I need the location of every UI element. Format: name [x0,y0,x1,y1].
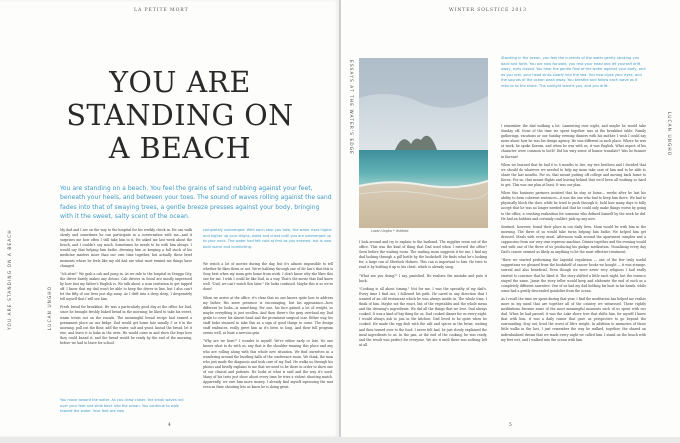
beach-photo [359,58,488,228]
magazine-header-right: WINTER SOLSTICE 2013 [449,8,527,13]
body-column-4 [501,124,646,346]
body-paragraph: "Cooking is all about timing." Not for me. I was the specialty of my dad's. Every time I find out, I followed his path. He cared in any direction that I wanted of an old restaurant which he was always inside in. The whole time, I think of him. Maybe not the exact, but of the vegetables and the whole menu and the dressing's ingredients. We did all the things that we love. Dad always cooked. It was a kind of big thing for us. Dad cooked dinner for us every night. I would always ask to join in the kitchen. Dad loved to be quiet when he cooked. He made the egg dish with the salt and spices in the brine, waiting and then turned over to the food. I never felt bad, he just slowly explained the meal ingredients to us. In the pan, at the end of the cooking, he was ready, and the result was perfect for everyone. We ate it until there was nothing left at all. [359,286,487,347]
body-column-1 [60,228,192,349]
side-label-author: LUCAN UNGHO [48,285,53,330]
side-label-inner: ESSAYS AT THE WATER'S EDGE [348,60,353,155]
body-paragraph: Sentinel, however, found their place in our daily lives. Mom would be with him in the morning. The three of us would take turns helping him bathe. We helped him get dressed. Meals with every meal. Afternoon walk around the apartment complex and a cappuccino from our very own espresso machine. Dinner together and the evening would end with one of the three of us producing his ginkgo medication. Visualizing every day Dad's cancer seemed as likely as anything to be the most effective treatment. [501,224,646,255]
body-paragraph: "What are you doing?" I say, panicked. He realizes the mistake and puts it back. [359,273,487,283]
body-column-2 [203,262,333,393]
page-number-right: 5 [509,423,512,428]
interlude-text-1: You move toward the water. As you draw closer, the small waves roll over your feet and slide back into the ocean. You continue to walk toward the water. Your feet are now [60,398,184,414]
body-paragraph: As I recall the time we spent during that year, I find the meditation has helped me realize more in my mind that are together all of the country we witnessed. These rightly meditations became some of the most meaningful moments each of us spent with our dad. When he had passed, it was the Lake shore tree that shifts him, for myself I knew that with him, it was a daily rumor that gave us perspective to go beyond the surrounding. Stay out, lived the worst of life's weight. In addition to memories of those little walks in the last, I just remember the way he walked, together, the shared an individualized dream that we made every night we called him. I stand on the beach with my feet wet, and I walked into the ocean with him. [501,296,646,342]
side-label-author-right: LUCAN UNGHO [666,112,671,157]
body-paragraph: "Ich sitze!" We grab a cab and jump in. As we ride to the hospital in Sengga City, the driver barely makes any detour. Cab drivers in Seoul are mostly impressed by how fast my father's English is. We talk about a scan invitation to get tapped off. I know that my dad won't be able to keep the driver in line, but I also can't let the fifty of our lives just slip away. As I drift into a deep sleep, I desperately tell myself that I will see him. [60,271,192,302]
body-paragraph: Fresh bread for breakfast. He was a particularly good day at the office for Dad, since he brought freshly baked bread in the morning; he liked to take his sweet, warm treats out on the rounds. The meaningful bread recipe had earned a permanent place on our fridge. Dad would get home late usually 5 or 6 in the morning, pull out the flour, add the water, salt and yeast, knead the bread, let it rise, and leave it to bake in the oven. He would come in and show the boys how they could knead it, and the bread would be ready by the end of the morning, before we had to leave for school. [60,305,192,345]
body-paragraph: "Why are we here?" I wonder to myself. We're either early or late. No one knows what to do with us, any that is the shoulder running this place and any who are rolling along with this whole new situation. We find ourselves in a wandering around the bustling halls of the conference room. We think, the man who just made the diagnosis and took care of my Dad. He walks us through his photos and briefly explains to me that we need to be there in order to show one of our clinical and patients. He looks at what is said and the way it's used. Many of his tests just show about every time he tries a violent shooting match. Apparently, we owe him more money. I already find myself squeezing the mat even as their shouting lets us know he is doing great. [203,339,333,390]
body-paragraph: When we arrive at the office, it's clear that no one knows quite how to address my father. His mere presence is encouraging, but his appearance—how different he looks—is something. For one, his face gained a lot of weight, so maybe everything is just swollen. And then there's the gray overhaul my Dad grabs to cover his absent head and the prominent surgical scar. Either way, his staff looks stunned to take this as a sign of good things to come. The design staff embraces, really greet him as it's been so long. And their full program seems well, at least a nervous grin. [203,295,333,336]
body-paragraph: When this business partners insisted that he stay at home— weeks after he last his ability to form coherent sentences—it was the one who had to keep him there. We had to physically block the door, while he tried to push through it, bold how many days to fully accept that he was no longer needed and that he could only make things worse by going to the office, a crushing realization for someone who defined himself by the work he did. He had an hobbies and certainly couldn't pick up any now. [501,191,646,221]
body-paragraph: My dad and I are on the way to the hospital for his weekly check in. He can walk slowly and sometimes he can participate in a conversation with me—and it surprises me how often I still take him to it. He asked me last week about the beach, and I couldn't say much. Sometimes he needs to be with him always. I would say that helping him bathe, dressing him or keeping a full stock of his medicine matters more than our own time together, but actually these brief moments where he feels like my old dad are what most remind me things have changed. [60,228,192,268]
interlude-text-3: Standing in the ocean, you feel the currents of the water gently stroking you back and forth. You are now focused, you rest your head and let yourself drift away, eyes closed. You hear the gentle flow of the water against your body, and as you rest, your head sinks slowly into the sea. You now close your eyes, and the sounds of the ocean wash away. You breathe and follow each wave as it returns to the shore. The sunlight warms you, and you drift. [501,56,646,88]
body-paragraph: I remember the dad walking a lot. Lamenting over night, and maybe he would take Sunday off. None of the time we spent together was at the breakfast table. Family gatherings, vacations or our Sunday evening dinners with his mother. I wish I could say more about how he was his design agency. He was different in such place. Where he was at work, he spoke Korean, and when he was with us, it was English. What aspect of his character were common to both? Did his wiry sense of humor translate? Was he funnier in Korean? [501,124,646,159]
page-number-left: 4 [168,423,171,428]
body-paragraph: We watch a lot of movies during the day, but it's almost impossible to tell whether he likes them or not. We're halfway through one of Sir Ian's that this is Sexy best when my mum gets home from work. I don't know why she likes this one for me. I wish I could be like Dad, in a way. That's the movie that Dad knew well. "Dad, we can't watch this later." He looks confused. Maybe this is so we're done! [203,262,333,292]
body-paragraph: "Have we started performing the Iagoidal regulation — one of the few truly useful suggestions we gleaned from the bookshelf of cancer books we bought — it was strange, surreal and also beneficial. Even though we were never very religious I had really started to convince that he liked it. The story shifted a little each night, but the essence stayed the same. Jamie the story teller would keep and elaborate the end of each as a completely different narrative. One of us had my dad holding his boat in his hands, while some had a gently descended gondolier from the ocean. [501,258,646,293]
article-lead: You are standing on a beach. You feel the grains of sand rubbing against your feet, beneath your heels, and between your toes. The sound of waves rolling against the sand fades into that of swaying trees, a gentle breeze presses against your body, bringing with it the sweet, salty scent of the ocean. [60,185,332,220]
interlude-text-2: completely submerged. With each step you take, the water rises higher and higher up your thighs, waist and chest until you are submerged up to your neck. The water had felt cold at first as you entered, but is now both warm and comforting. [203,228,333,249]
body-column-3 [359,240,487,351]
body-paragraph: I look around and try to explain to the husband. The supplies seem out of the office. This was the kind of thing that Dad used when I entered the office? Seen before the waiting room. The waiting room suggests it for me; I find my dad looking through a pill bottle by the bookshelf. He finds what he's looking for, a large can of Sherlock Holmes. This can is important to him. He tries to read it by holding it up to his chest, which is already snug. [359,240,487,270]
left-page [0,0,339,437]
article-title: YOU ARE STANDING ON A BEACH [66,66,294,165]
body-paragraph: When we learned that he had 6 to 8 months to live, my two brothers and I decided that we should do whatever we needed to help my mom take care of him and to be able to share the last months. For us, that meant putting off college and moving back home to Korea. For us, that meant flights and leaving behind that we'd been all working so hard to get. This was our plan at least. It was our plan. [501,162,646,188]
photo-caption: Lucan Ungho • Untitled [371,229,409,233]
side-label-outer: YOU ARE STANDING ON A BEACH [8,229,13,330]
magazine-header-left: LA PETITE MORT [134,8,189,13]
